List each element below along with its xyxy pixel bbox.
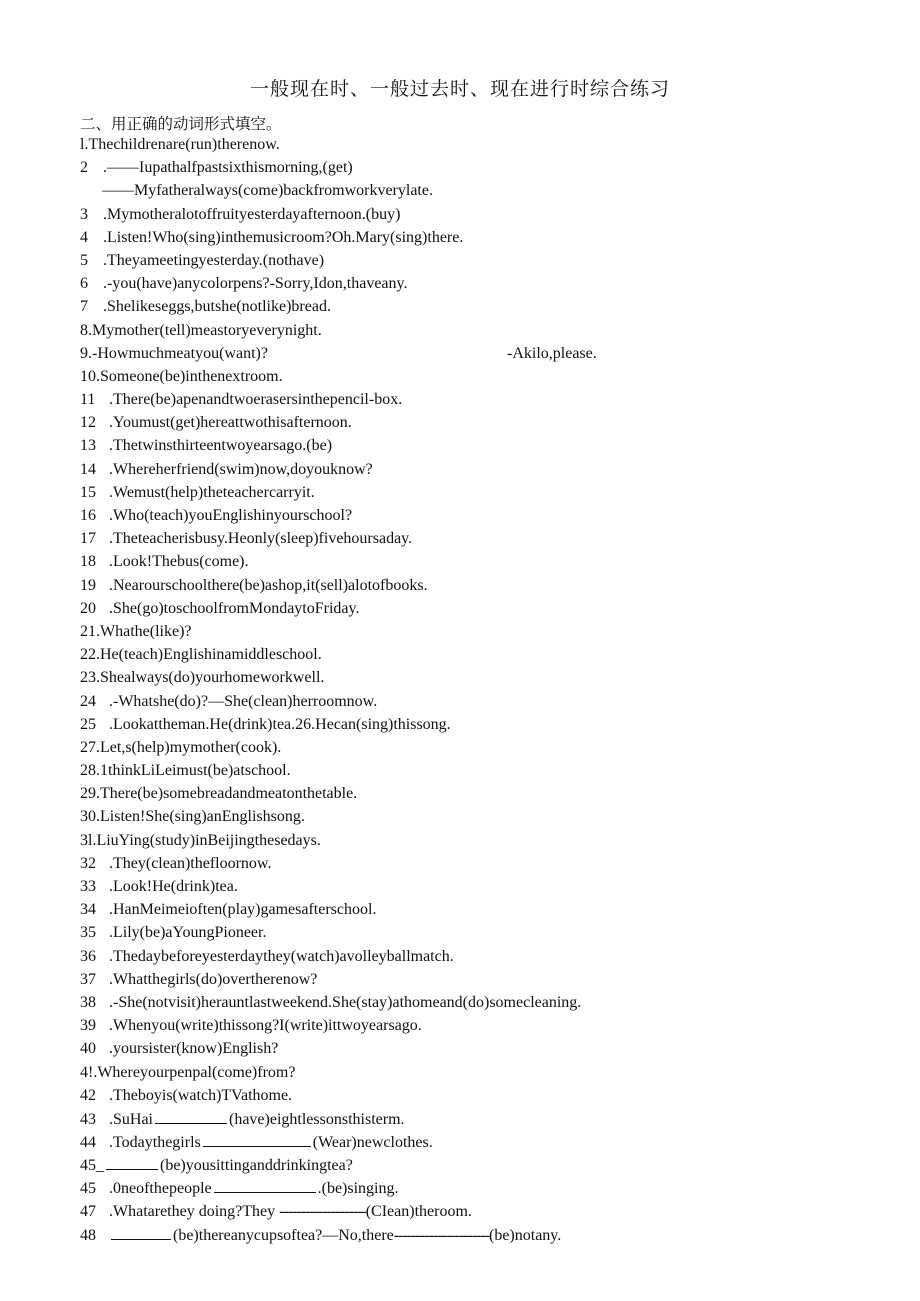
item-text: .Thedaybeforeyesterdaythey(watch)avolleyballmatch. xyxy=(109,947,454,965)
list-item xyxy=(80,365,880,388)
item-number: 48 xyxy=(80,1226,96,1244)
list-item xyxy=(80,921,880,944)
item-number: 6 xyxy=(80,275,88,293)
item-text: .0neofthepeople xyxy=(109,1180,212,1198)
item-text: 27.Let,s(help)mymother(cook). xyxy=(80,738,282,756)
list-item xyxy=(80,1061,880,1084)
answer-blank[interactable] xyxy=(111,1223,171,1240)
item-text: 23.Shealways(do)yourhomeworkwell. xyxy=(80,669,325,687)
item-number: 2 xyxy=(80,159,88,177)
list-item xyxy=(80,852,880,875)
item-text: .Lookattheman.He(drink)tea.26.Hecan(sing)thissong. xyxy=(109,715,451,733)
item-text: 9.-Howmuchmeatyou(want)? xyxy=(80,344,268,362)
list-item xyxy=(80,1153,880,1176)
item-text: .Look!Thebus(come). xyxy=(109,553,249,571)
list-item xyxy=(80,666,880,689)
page-title: 一般现在时、一般过去时、现在进行时综合练习 xyxy=(249,78,670,100)
item-text: .Theyameetingyesterday.(nothave) xyxy=(103,251,325,269)
list-item xyxy=(80,805,880,828)
list-item xyxy=(80,319,880,342)
list-item xyxy=(80,1130,880,1153)
list-item xyxy=(80,620,880,643)
item-number: 43 xyxy=(80,1110,96,1128)
list-item xyxy=(80,1200,880,1223)
item-text: (CIean)theroom. xyxy=(365,1202,472,1220)
item-number: 15 xyxy=(80,483,96,501)
item-number: 5 xyxy=(80,251,88,269)
list-item xyxy=(80,1107,880,1130)
item-text: 4!.Whereyourpenpal(come)from? xyxy=(80,1063,296,1081)
answer-blank[interactable]: ---------------------- xyxy=(393,1226,489,1244)
item-text: .Listen!Who(sing)inthemusicroom?Oh.Mary(sing)there. xyxy=(103,228,464,246)
answer-blank[interactable] xyxy=(155,1107,227,1124)
list-item xyxy=(80,736,880,759)
list-item xyxy=(80,434,880,457)
item-number: 45_ xyxy=(80,1157,104,1175)
item-text: .Who(teach)youEnglishinyourschool? xyxy=(109,507,353,524)
item-text: 10.Someone(be)inthenextroom. xyxy=(80,367,283,385)
item-text: (be)thereanycupsoftea?—No,there xyxy=(173,1226,394,1244)
item-number: 17 xyxy=(80,530,96,548)
item-text: .Wemust(help)theteachercarryit. xyxy=(109,483,315,501)
item-text: .Whereherfriend(swim)now,doyouknow? xyxy=(109,460,373,478)
list-item xyxy=(80,690,880,713)
item-text: (Wear)newclothes. xyxy=(312,1134,433,1152)
item-number: 20 xyxy=(80,599,96,617)
list-item xyxy=(80,829,880,852)
list-item xyxy=(80,133,880,156)
item-number: 34 xyxy=(80,901,96,919)
item-number: 32 xyxy=(80,854,96,872)
item-text: .——Iupathalfpastsixthismorning,(get) xyxy=(103,159,353,177)
item-text: .HanMeimeioften(play)gamesafterschool. xyxy=(109,901,377,919)
item-number: 45 xyxy=(80,1180,96,1198)
item-number: 38 xyxy=(80,993,96,1011)
list-item xyxy=(80,1176,880,1199)
list-item xyxy=(80,481,880,504)
list-item xyxy=(80,226,880,249)
item-text: .Mymotheralotoffruityesterdayafternoon.(buy) xyxy=(103,205,401,223)
item-number: 12 xyxy=(80,414,96,432)
answer-blank[interactable]: -------------------- xyxy=(279,1202,366,1220)
item-number: 11 xyxy=(80,391,96,409)
item-number: 42 xyxy=(80,1086,96,1104)
list-item xyxy=(80,295,880,318)
item-text: .-Whatshe(do)?—She(clean)herroomnow. xyxy=(109,692,378,710)
item-number: 35 xyxy=(80,924,96,942)
item-text: 22.He(teach)Englishinamiddleschool. xyxy=(80,646,322,664)
item-number: 44 xyxy=(80,1134,96,1152)
list-item xyxy=(80,342,880,365)
list-item xyxy=(80,388,880,411)
item-number: 13 xyxy=(80,437,96,455)
list-item xyxy=(80,898,880,921)
item-text: l.Thechildrenare(run)therenow. xyxy=(80,136,280,153)
item-text: .They(clean)thefloornow. xyxy=(109,854,272,872)
item-text: .Theteacherisbusy.Heonly(sleep)fivehoursaday. xyxy=(109,530,413,548)
item-text: .-She(notvisit)herauntlastweekend.She(stay)athomeand(do)somecleaning. xyxy=(109,993,582,1011)
item-text: .There(be)apenandtwoerasersinthepencil-box. xyxy=(109,391,403,409)
item-text: .Theboyis(watch)TVathome. xyxy=(109,1086,293,1104)
list-item xyxy=(80,411,880,434)
item-text: .Whatthegirls(do)overtherenow? xyxy=(109,970,318,988)
item-number: 18 xyxy=(80,553,96,571)
list-item xyxy=(80,203,880,226)
section-heading: 二、用正确的动词形式填空。 xyxy=(80,115,282,133)
item-text: .-you(have)anycolorpens?-Sorry,Idon,thaveany. xyxy=(103,275,408,293)
item-text: .Shelikeseggs,butshe(notlike)bread. xyxy=(103,298,331,316)
list-item xyxy=(80,550,880,573)
item-text: .Youmust(get)hereattwothisafternoon. xyxy=(109,414,352,432)
list-item xyxy=(80,991,880,1014)
item-text: .(be)singing. xyxy=(317,1180,399,1198)
item-text: .Look!He(drink)tea. xyxy=(109,878,238,895)
item-number: 4 xyxy=(80,228,88,246)
list-item xyxy=(80,527,880,550)
list-item xyxy=(80,272,880,295)
item-text: ——Myfatheralways(come)backfromworkverylate. xyxy=(102,182,433,200)
item-text: 8.Mymother(tell)meastoryeverynight. xyxy=(80,321,322,339)
item-text: .Whatarethey doing?They xyxy=(109,1202,276,1220)
list-item xyxy=(80,504,880,527)
list-item xyxy=(80,713,880,736)
item-text: .SuHai xyxy=(109,1110,153,1128)
list-item xyxy=(80,1014,880,1037)
list-item xyxy=(80,1223,880,1246)
item-text: 3l.LiuYing(study)inBeijingthesedays. xyxy=(80,831,321,849)
list-item xyxy=(80,782,880,805)
list-item xyxy=(80,968,880,991)
list-item xyxy=(80,1037,880,1060)
item-number: 40 xyxy=(80,1040,96,1058)
answer-blank[interactable] xyxy=(203,1130,311,1147)
list-item xyxy=(80,179,880,202)
list-item xyxy=(80,597,880,620)
item-number: 36 xyxy=(80,947,96,965)
item-text: (be)yousittinganddrinkingtea? xyxy=(160,1157,353,1175)
item-number: 19 xyxy=(80,576,96,594)
item-text: 21.Whathe(like)? xyxy=(80,622,192,640)
item-text: 30.Listen!She(sing)anEnglishsong. xyxy=(80,808,305,826)
item-number: 25 xyxy=(80,715,96,733)
item-number: 47 xyxy=(80,1202,96,1220)
list-item xyxy=(80,249,880,272)
list-item xyxy=(80,945,880,968)
item-text: .Thetwinsthirteentwoyearsago.(be) xyxy=(109,437,333,455)
item-text: .yoursister(know)English? xyxy=(109,1040,279,1058)
item-answer-hint: -Akilo,please. xyxy=(507,344,597,362)
item-text: .Whenyou(write)thissong?I(write)ittwoyearsago. xyxy=(109,1017,422,1035)
exercise-list xyxy=(80,133,880,1246)
list-item xyxy=(80,759,880,782)
item-number: 33 xyxy=(80,878,96,895)
item-number: 7 xyxy=(80,298,88,316)
item-number: 3 xyxy=(80,205,88,223)
list-item xyxy=(80,875,880,898)
item-number: 37 xyxy=(80,970,96,988)
list-item xyxy=(80,156,880,179)
item-text: 29.There(be)somebreadandmeatonthetable. xyxy=(80,785,358,803)
item-number: 39 xyxy=(80,1017,96,1035)
list-item xyxy=(80,1084,880,1107)
item-text: (be)notany. xyxy=(489,1226,562,1244)
list-item xyxy=(80,458,880,481)
answer-blank[interactable] xyxy=(106,1153,158,1170)
list-item xyxy=(80,574,880,597)
item-text: .Todaythegirls xyxy=(109,1134,201,1152)
answer-blank[interactable] xyxy=(214,1176,316,1193)
item-text: .She(go)toschoolfromMondaytoFriday. xyxy=(109,599,360,617)
item-text: .Nearourschoolthere(be)ashop,it(sell)alotofbooks. xyxy=(109,576,428,594)
item-text: .Lily(be)aYoungPioneer. xyxy=(109,924,267,942)
item-text: 28.1thinkLiLeimust(be)atschool. xyxy=(80,762,291,780)
item-number: 14 xyxy=(80,460,96,478)
item-number: 16 xyxy=(80,507,96,524)
item-number: 24 xyxy=(80,692,96,710)
item-text: (have)eightlessonsthisterm. xyxy=(229,1110,405,1128)
list-item xyxy=(80,643,880,666)
